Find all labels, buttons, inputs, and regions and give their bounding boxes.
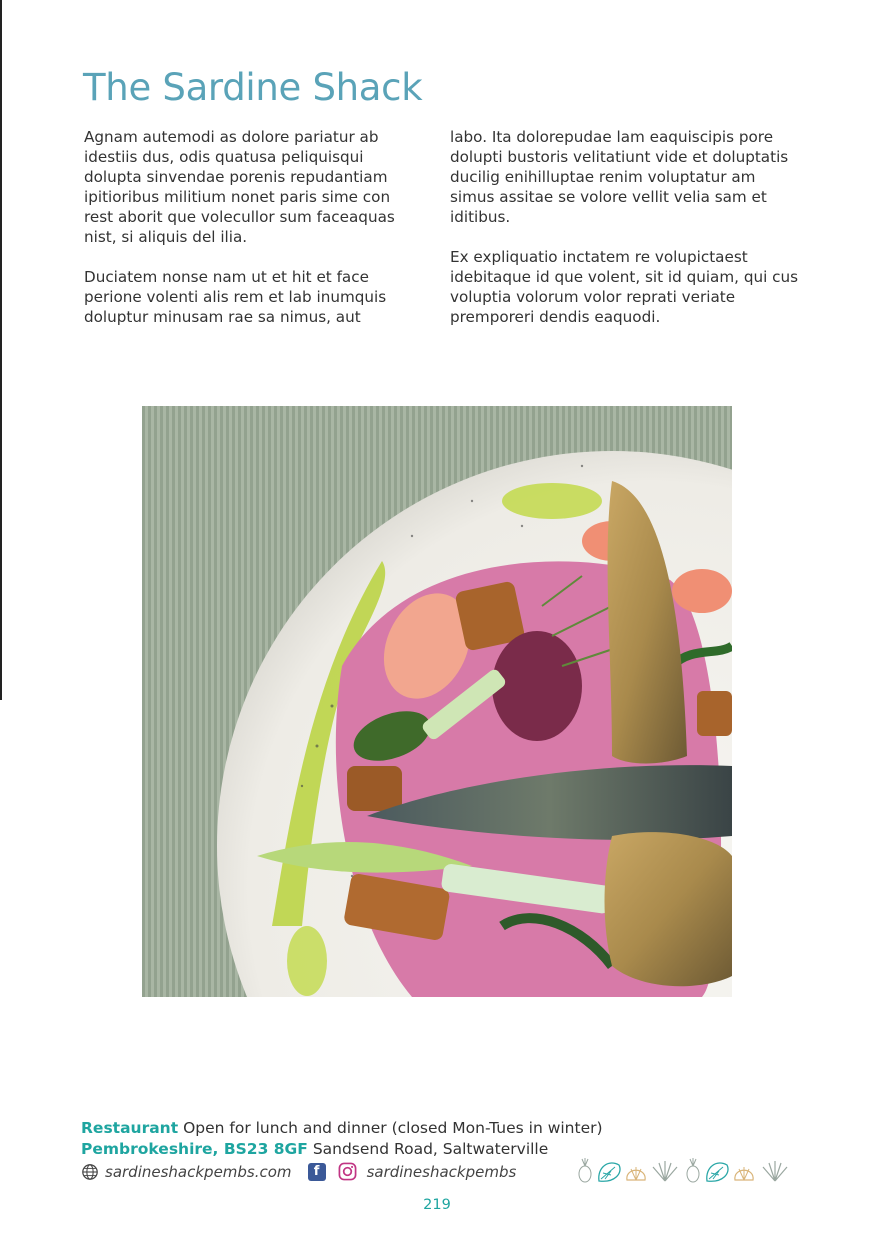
location-line xyxy=(81,1140,548,1158)
location-label: Pembrokeshire, BS23 8GF xyxy=(81,1140,308,1158)
palm-leaf-icon xyxy=(653,1161,677,1181)
body-column-left xyxy=(84,127,424,347)
pineapple-icon xyxy=(579,1158,591,1182)
social-handle[interactable]: sardineshackpembs xyxy=(366,1162,517,1181)
page-title: The Sardine Shack xyxy=(83,66,423,109)
pineapple-icon xyxy=(687,1158,699,1182)
body-column-right xyxy=(450,127,800,347)
facebook-icon[interactable]: f xyxy=(308,1163,326,1181)
decorative-motifs xyxy=(575,1155,795,1185)
page-edge-rule xyxy=(0,0,2,700)
monstera-leaf-icon xyxy=(707,1163,728,1181)
body-paragraph: Agnam autemodi as dolore pariatur ab idestiis dus, odis quatusa peliquisqui dolupta sinvendae porenis repudantiam ipitioribus militium nonet paris sime con rest aborit que volecullor sum faceaquas nist, si aliquis del ilia. xyxy=(84,128,395,246)
website-link[interactable]: sardineshackpembs.com xyxy=(105,1162,292,1181)
page-number: 219 xyxy=(423,1197,451,1213)
palm-leaf-icon xyxy=(763,1161,787,1181)
body-paragraph: Duciatem nonse nam ut et hit et face perione volenti alis rem et lab inumquis doluptur minusam rae sa nimus, aut xyxy=(84,268,387,326)
address: Sandsend Road, Saltwaterville xyxy=(312,1140,549,1158)
body-paragraph: Ex expliquatio inctatem re volupictaest idebitaque id que volent, sit id quiam, qui cus voluptia volorum volor reprati veriate premporeri dendis eaquodi. xyxy=(450,248,799,326)
food-photo xyxy=(142,406,732,997)
monstera-leaf-icon xyxy=(599,1163,620,1181)
venue-type-line xyxy=(81,1119,603,1137)
body-paragraph: labo. Ita dolorepudae lam eaquiscipis pore dolupti bustoris velitatiunt vide et doluptatis ducilig enihilluptae renim voluptatur am simus assitae se volore vellit velia sam et iditibus. xyxy=(450,128,789,226)
opening-hours: Open for lunch and dinner (closed Mon-Tues in winter) xyxy=(183,1119,603,1137)
shell-icon xyxy=(735,1167,753,1180)
globe-icon xyxy=(81,1163,99,1181)
shell-icon xyxy=(627,1167,645,1180)
contact-line xyxy=(81,1162,516,1181)
instagram-icon[interactable] xyxy=(338,1162,357,1181)
venue-type-label: Restaurant xyxy=(81,1119,179,1137)
